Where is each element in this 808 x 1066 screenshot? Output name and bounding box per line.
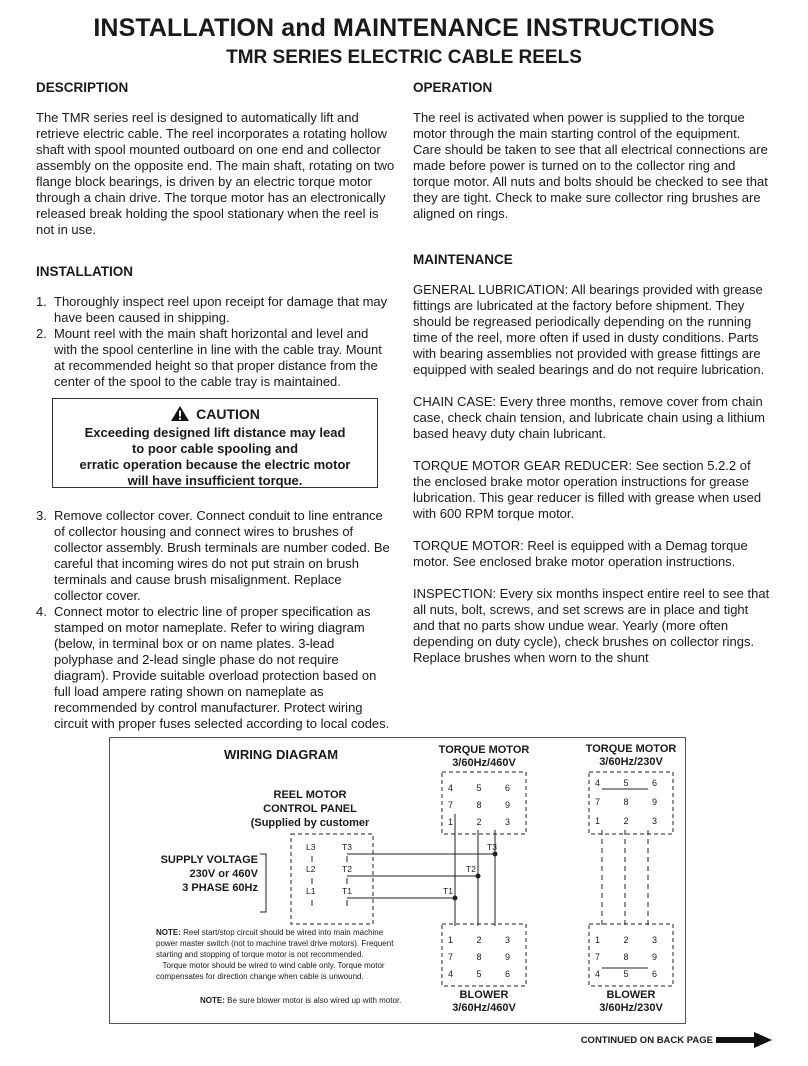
arrow-right-icon <box>716 1032 772 1048</box>
continued-footer <box>581 1035 713 1046</box>
document-title: INSTALLATION and MAINTENANCE INSTRUCTIONS <box>93 14 715 42</box>
installation-section <box>36 264 388 390</box>
installation-steps-b <box>36 508 392 732</box>
installation-step: 1. Thoroughly inspect reel upon receipt for damage that may have been caused in shipping. <box>36 294 388 325</box>
motor-lead-t1: T1 <box>443 886 453 896</box>
installation-step: 3. Remove collector cover. Connect conduit to line entrance of collector housing and connect wires to brushes of collector assembly. Brush terminals are number coded. Be careful that incoming wires do not put strain on brush terminals and cause brush misalignment. Replace collector cover. <box>36 508 390 603</box>
terminal-grid-blower-230: 1 2 3 7 8 9 4 5 6 <box>595 935 657 979</box>
terminal-grid-torque-460: 4 5 6 7 8 9 1 2 3 <box>448 783 510 827</box>
diagram-note-1: NOTE: Reel start/stop circuit should be wired into main machine power master switch (not to machine travel drive motors). Frequent starting and stopping of torque motor is not recommended. Torque motor should be wired to wind cable only. Torque motor compensates for direction change when cable is unwound. <box>156 928 394 981</box>
inspection: INSPECTION: Every six months inspect entire reel to see that all nuts, bolt, screws, and set screws are in place and tight and that no parts show undue wear. Yearly (more often depending on duty cycle), check brushes on collector rings. Replace brushes when worn to the shunt <box>413 586 770 665</box>
motor-lead-t3: T3 <box>487 842 497 852</box>
terminal-l1: L1 <box>306 886 316 896</box>
terminal-l2: L2 <box>306 864 316 874</box>
terminal-t1: T1 <box>342 886 352 896</box>
description-section <box>36 80 396 238</box>
caution-line: will have insufficient torque. <box>127 473 303 488</box>
warning-icon <box>170 405 190 422</box>
torque-motor-230-label: TORQUE MOTOR 3/60Hz/230V <box>585 743 677 768</box>
supply-voltage-label: SUPPLY VOLTAGE 230V or 460V 3 PHASE 60Hz <box>160 854 258 894</box>
caution-title: CAUTION <box>196 405 260 422</box>
wiring-diagram <box>109 737 686 1024</box>
terminal-t2: T2 <box>342 864 352 874</box>
installation-steps-b-section <box>36 508 392 732</box>
motor-lead-t2: T2 <box>466 864 476 874</box>
document-subtitle: TMR SERIES ELECTRIC CABLE REELS <box>226 47 582 68</box>
caution-title-row <box>53 405 377 422</box>
chain-case: CHAIN CASE: Every three months, remove cover from chain case, check chain tension, and lubricate chain using a lithium based heavy duty chain lubricant. <box>413 394 765 441</box>
description-heading: DESCRIPTION <box>36 80 129 95</box>
torque-motor-460-label: TORQUE MOTOR 3/60Hz/460V <box>438 744 530 769</box>
installation-step: 4. Connect motor to electric line of proper specification as stamped on motor nameplate. Refer to wiring diagram (below, in terminal box or on name plates. 3-lead polyphase and 2-lead single phase do not require diagram). Provide suitable overload protection based on full load ampere rating shown on nameplate as recommended by control manufacturer. Protect wiring circuit with proper fuses selected according to local codes. <box>36 604 390 731</box>
torque-motor-paragraph: TORQUE MOTOR: Reel is equipped with a Demag torque motor. See enclosed brake motor operation instructions. <box>413 538 748 569</box>
terminal-l3: L3 <box>306 842 316 852</box>
caution-line: to poor cable spooling and <box>131 441 299 456</box>
terminal-grid-blower-460: 1 2 3 7 8 9 4 5 6 <box>448 935 510 979</box>
general-lubrication: GENERAL LUBRICATION: All bearings provided with grease fittings are lubricated at the factory before shipment. They should be regreased periodically depending on the running time of the reel, more often if used in dusty conditions. Parts with bearing assemblies not provided with grease fittings are equipped with sealed bearings and do not require lubrication. <box>413 282 765 377</box>
caution-line: Exceeding designed lift distance may lead <box>84 425 346 440</box>
diagram-title: WIRING DIAGRAM <box>224 747 339 762</box>
installation-step: 2. Mount reel with the main shaft horizontal and level and with the spool centerline in line with the cable tray. Mount at recommended height so that proper distance from the center of the spool to the cable tray is maintained. <box>36 326 382 389</box>
operation-section <box>413 80 771 666</box>
blower-460-label: BLOWER 3/60Hz/460V <box>452 989 516 1014</box>
installation-heading: INSTALLATION <box>36 264 133 279</box>
caution-box <box>52 398 378 488</box>
operation-body: The reel is activated when power is supplied to the torque motor through the main starting control of the equipment. Care should be taken to see that all electrical connections are made before power is turned on to the collector ring and torque motor. All nuts and bolts should be checked to see that they are tight. Check to make sure collector ring brushes are aligned on rings. <box>413 110 768 221</box>
terminal-grid-torque-230: 4 5 6 7 8 9 1 2 3 <box>595 778 657 826</box>
continued-text: CONTINUED ON BACK PAGE <box>580 1035 713 1046</box>
blower-230-label: BLOWER 3/60Hz/230V <box>599 989 663 1014</box>
installation-steps-a <box>36 294 388 390</box>
description-body: The TMR series reel is designed to automatically lift and retrieve electric cable. The reel incorporates a rotating hollow shaft with spool mounted outboard on one end and collector assembly on the opposite end. The main shaft, rotating on two flange block bearings, is driven by an electric torque motor through a chain drive. The torque motor has an electronically released break holding the spool stationary when the reel is not in use. <box>36 110 395 237</box>
control-panel-label: REEL MOTOR CONTROL PANEL (Supplied by customer <box>250 789 370 829</box>
operation-heading: OPERATION <box>413 80 493 95</box>
maintenance-heading: MAINTENANCE <box>413 252 513 267</box>
caution-line: erratic operation because the electric motor <box>79 457 351 472</box>
gear-reducer: TORQUE MOTOR GEAR REDUCER: See section 5.2.2 of the enclosed brake motor operation instructions for grease lubrication. This gear reducer is filled with grease when used with 600 RPM torque motor. <box>413 458 762 521</box>
terminal-t3: T3 <box>342 842 352 852</box>
diagram-note-2: NOTE: Be sure blower motor is also wired up with motor. <box>200 996 402 1005</box>
